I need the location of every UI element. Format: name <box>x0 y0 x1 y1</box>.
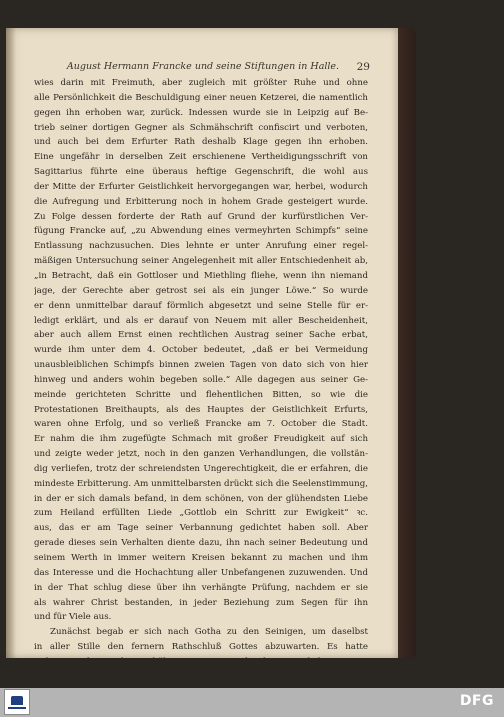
text-line: Er nahm die ihm zugefügte Schmach mit großer Freudigkeit auf sich <box>34 434 368 445</box>
text-line: Zunächst begab er sich nach Gotha zu den Seinigen, um daselbst <box>50 627 368 638</box>
text-line: seinem Werth in immer weitern Kreisen bekannt zu machen und ihm <box>34 553 368 563</box>
page-number: 29 <box>356 61 370 73</box>
foundation-logo-icon[interactable] <box>4 689 30 715</box>
text-line: zum Heiland erfüllten Liede „Gottlob ein Schritt zur Ewigkeit“ ꝛc. <box>34 508 368 519</box>
text-line: waren ohne Erfolg, und so verließ Francke am 7. October die Stadt. <box>34 419 368 430</box>
text-line: Protestationen Breithaupts, als des Hauptes der Geistlichkeit Erfurts, <box>34 404 368 415</box>
text-line: jage, der Gerechte aber getrost sei als ein junger Löwe.“ So wurde <box>34 285 368 296</box>
text-line: mäßigen Untersuchung seiner Angelegenheit mit aller Entschiedenheit ab, <box>34 256 368 267</box>
text-line: „in Betracht, daß ein Gottloser und Miethling fliehe, wenn ihn niemand <box>34 270 368 281</box>
text-line <box>34 655 368 658</box>
text-line: aus, das er am Tage seiner Verbannung gedichtet haben soll. Aber <box>34 523 368 534</box>
text-line: meinde gerichteten Schritte und flehentlichen Bitten, so wie die <box>34 389 368 400</box>
viewer-footer <box>0 688 504 717</box>
text-line: Zu Folge dessen forderte der Rath auf Grund der kurfürstlichen Ver- <box>34 211 368 222</box>
text-line: dig verliefen, trotz der schreiendsten Ungerechtigkeit, die er erfahren, die <box>34 463 368 474</box>
text-line: und zeigte weder jetzt, noch in den ganzen Verhandlungen, die vollstän- <box>34 449 368 460</box>
text-line: und für Viele aus. <box>34 612 112 623</box>
text-line: Entlassung nachzusuchen. Dies lehnte er unter Anrufung einer regel- <box>34 241 368 252</box>
text-line: ledigt erklärt, und als er darauf von Neuem mit aller Bescheidenheit, <box>34 315 368 326</box>
text-line: fügung Francke auf, „zu Abwendung eines vermeyhrten Schimpfs“ seine <box>34 226 368 237</box>
text-line: Sagittarius führte eine überaus heftige Gegenschrift, die wohl aus <box>34 167 368 178</box>
text-line: als wahrer Christ bestanden, in jeder Beziehung zum Segen für ihn <box>34 597 368 608</box>
text-line: gerade dieses sein Verhalten diente dazu, ihn nach seiner Bedeutung und <box>34 538 368 549</box>
text-line: in aller Stille den fernern Rathschluß Gottes abzuwarten. Es hatte <box>34 642 368 653</box>
text-line: hinweg und anders wohin begeben solle.“ Alle dagegen aus seiner Ge- <box>34 374 368 385</box>
text-line: Eine ungefähr in derselben Zeit erschienene Vertheidigungsschrift von <box>34 152 368 163</box>
running-head <box>36 61 370 72</box>
text-line: trieb seiner dortigen Gegner als Schmähschrift confiscirt und verboten, <box>34 122 368 133</box>
text-line: wurde ihm unter dem 4. October bedeutet, „daß er bei Vermeidung <box>34 345 368 356</box>
body-text <box>34 76 368 658</box>
text-line: mindeste Erbitterung. Am unmittelbarsten drückt sich die Seelenstimmung, <box>34 478 368 489</box>
text-line: in der er sich damals befand, in dem schönen, von der glühendsten Liebe <box>34 493 368 504</box>
text-line: das Interesse und die Hochachtung aller Unbefangenen zuzuwenden. Und <box>34 567 368 578</box>
text-line: die Aufregung und Erbitterung noch in hohem Grade gesteigert wurde. <box>34 196 368 207</box>
book-page <box>6 28 398 658</box>
text-line: alle Persönlichkeit die Beschuldigung einer neuen Ketzerei, die namentlich <box>34 92 368 103</box>
text-line: in der That schlug diese über ihn verhängte Prüfung, nachdem er sie <box>34 582 368 593</box>
text-line: aber auch allem Ernst einen rechtlichen Austrag seiner Sache erbat, <box>34 330 368 341</box>
dfg-logo[interactable]: DFG <box>459 693 494 709</box>
text-line: der Mitte der Erfurter Geistlichkeit hervorgegangen war, herbei, wodurch <box>34 181 368 192</box>
text-line: er denn unmittelbar darauf förmlich abgesetzt und seine Stelle für er- <box>34 300 368 311</box>
text-line: unausbleiblichen Schimpfs binnen zweien Tagen von dato sich von hier <box>34 360 368 371</box>
text-line: wies darin mit Freimuth, aber zugleich mit größter Ruhe und ohne <box>34 78 368 88</box>
text-line: und auch bei dem Erfurter Rath deshalb Klage gegen ihn erhoben. <box>34 137 368 148</box>
spine-shadow <box>6 28 16 658</box>
text-line: gegen ihn erhoben war, zurück. Indessen wurde sie in Leipzig auf Be- <box>34 107 368 118</box>
running-title: August Hermann Francke und seine Stiftungen in Halle. <box>66 61 340 72</box>
